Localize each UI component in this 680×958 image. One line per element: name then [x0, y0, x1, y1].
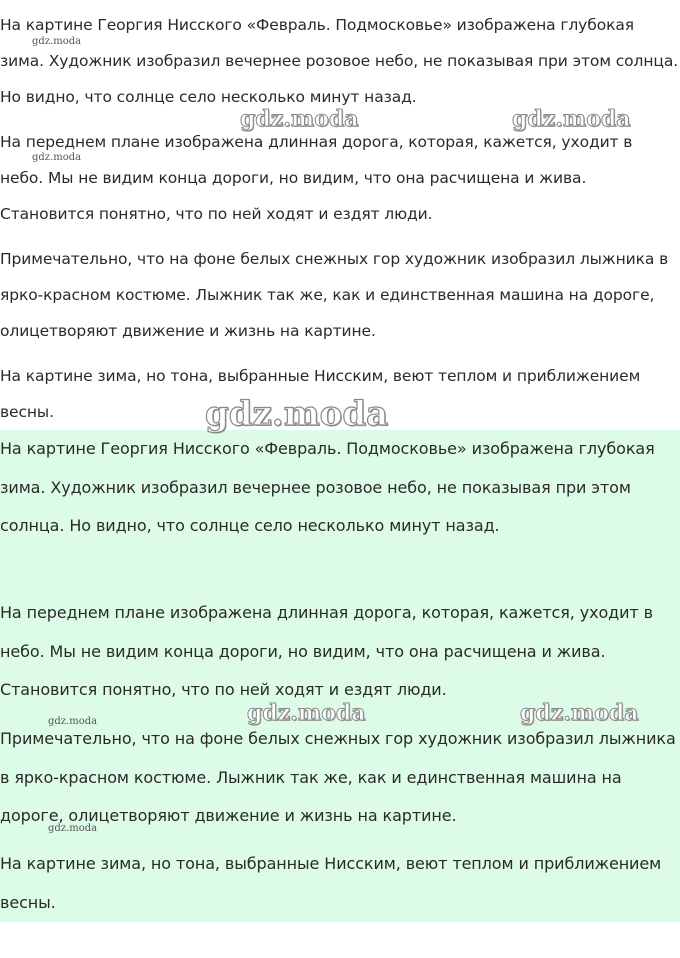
paragraph-4: На картине зима, но тона, выбранные Нисским, веют теплом и приближением весны.	[0, 367, 641, 421]
watermark-small: gdz.moda	[32, 152, 82, 163]
watermark-small: gdz.moda	[48, 823, 98, 834]
paragraph-1: На картине Георгия Нисского «Февраль. Подмосковье» изображена глубокая зима. Художник изобразил вечернее розовое небо, не показывая при этом солнца. Но видно, что солнце село несколько минут назад.	[0, 439, 655, 535]
watermark-small: gdz.moda	[32, 36, 82, 47]
paragraph-3: Примечательно, что на фоне белых снежных гор художник изобразил лыжника в ярко-красном костюме. Лыжник так же, как и единственная машина на дороге, олицетворяют движение и жизнь на картине.	[0, 250, 669, 340]
paragraph-2: На переднем плане изображена длинная дорога, которая, кажется, уходит в небо. Мы не видим конца дороги, но видим, что она расчищена и жива. Становится понятно, что по ней ходят и ездят люди.	[0, 133, 633, 223]
watermark: gdz.moda	[512, 106, 631, 132]
paragraph-4: На картине зима, но тона, выбранные Нисским, веют теплом и приближением весны.	[0, 854, 662, 912]
watermark-small: gdz.moda	[48, 716, 98, 727]
essay-plain	[0, 0, 680, 430]
watermark-large: gdz.moda	[205, 394, 389, 434]
watermark: gdz.moda	[240, 106, 359, 132]
watermark: gdz.moda	[520, 700, 639, 726]
paragraph-2: На переднем плане изображена длинная дорога, которая, кажется, уходит в небо. Мы не видим конца дороги, но видим, что она расчищена и жива. Становится понятно, что по ней ходят и ездят люди.	[0, 603, 653, 699]
paragraph-3: Примечательно, что на фоне белых снежных гор художник изобразил лыжника в ярко-красном костюме. Лыжник так же, как и единственная машина на дороге, олицетворяют движение и жизнь на картине.	[0, 729, 676, 825]
watermark: gdz.moda	[247, 700, 366, 726]
paragraph-1: На картине Георгия Нисского «Февраль. Подмосковье» изображена глубокая зима. Художник изобразил вечернее розовое небо, не показывая при этом солнца. Но видно, что солнце село несколько минут назад.	[0, 16, 679, 106]
essay-highlighted	[0, 430, 680, 922]
